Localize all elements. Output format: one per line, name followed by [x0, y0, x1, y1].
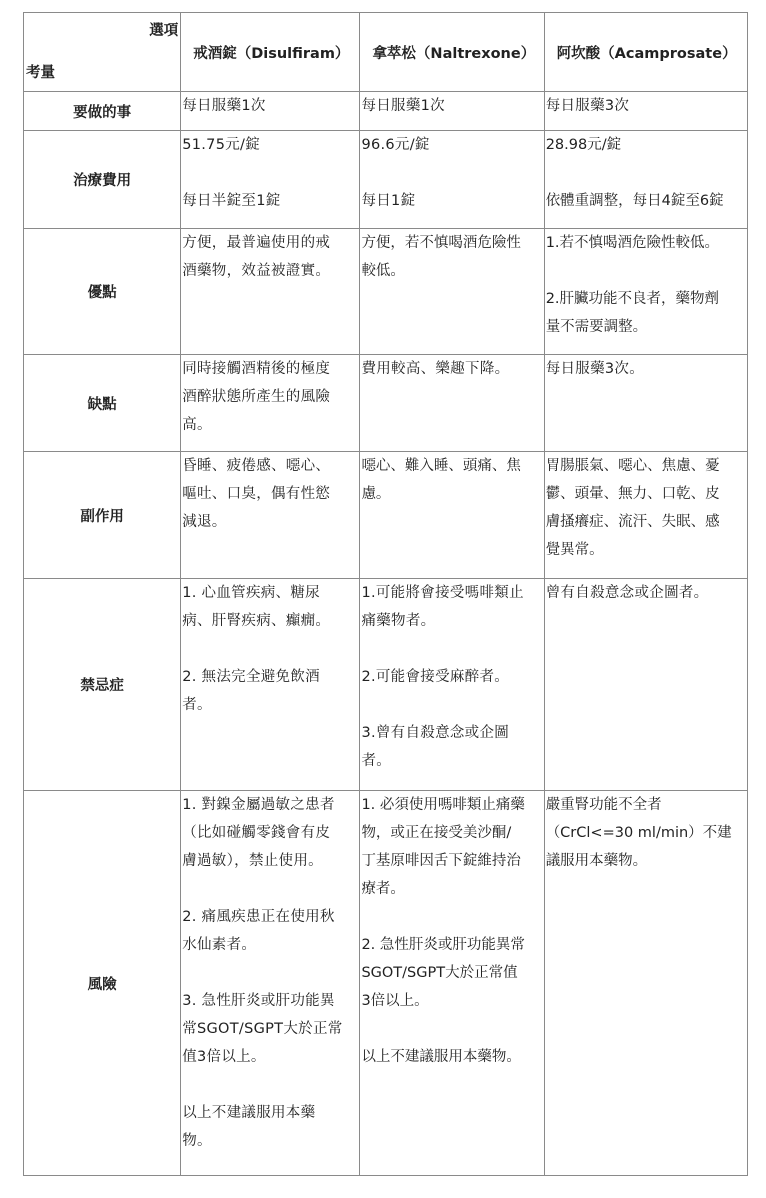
cell-text: 28.98元/錠 依體重調整，每日4錠至6錠 [545, 137, 724, 209]
cell-naltrexone [360, 355, 544, 452]
table-row [24, 579, 748, 791]
cell-naltrexone [360, 452, 544, 579]
cell-text: 每日服藥1次 [182, 98, 266, 114]
table-row [24, 452, 748, 579]
cell-text: 1.可能將會接受嗎啡類止 痛藥物者。 2.可能會接受麻醉者。 3.曾有自殺意念或企圖 者。 [361, 585, 524, 769]
cell-naltrexone [360, 791, 544, 1176]
table-row [24, 229, 748, 355]
table-row [24, 131, 748, 229]
header-row [24, 13, 748, 92]
cell-text: 曾有自殺意念或企圖者。 [545, 585, 709, 601]
corner-top-label: 選項 [149, 23, 179, 39]
row-label: 風險 [24, 791, 181, 1176]
cell-text: 每日服藥3次。 [545, 361, 645, 377]
cell-acamprosate [544, 229, 747, 355]
row-label: 副作用 [24, 452, 181, 579]
table-row [24, 791, 748, 1176]
cell-text: 方便，若不慎喝酒危險性 較低。 [361, 235, 521, 279]
table-row [24, 355, 748, 452]
cell-text: 昏睡、疲倦感、噁心、 嘔吐、口臭，偶有性慾 減退。 [182, 458, 331, 530]
header-acamprosate: 阿坎酸（Acamprosate） [544, 13, 747, 92]
cell-disulfiram [181, 452, 360, 579]
cell-acamprosate [544, 452, 747, 579]
header-disulfiram: 戒酒錠（Disulfiram） [181, 13, 360, 92]
comparison-table [23, 12, 748, 1176]
cell-text: 胃腸脹氣、噁心、焦慮、憂 鬱、頭暈、無力、口乾、皮 膚搔癢症、流汗、失眠、感 覺異常。 [545, 458, 720, 558]
cell-acamprosate [544, 131, 747, 229]
cell-text: 51.75元/錠 每日半錠至1錠 [182, 137, 281, 209]
cell-disulfiram [181, 791, 360, 1176]
cell-text: 嚴重腎功能不全者 （CrCl<=30 ml/min）不建 議服用本藥物。 [545, 797, 732, 869]
cell-disulfiram [181, 579, 360, 791]
row-label: 優點 [24, 229, 181, 355]
row-label: 禁忌症 [24, 579, 181, 791]
cell-naltrexone [360, 131, 544, 229]
row-label: 要做的事 [24, 92, 181, 131]
cell-text: 同時接觸酒精後的極度 酒醉狀態所產生的風險 高。 [182, 361, 331, 433]
cell-disulfiram [181, 92, 360, 131]
cell-acamprosate [544, 791, 747, 1176]
cell-text: 96.6元/錠 每日1錠 [361, 137, 430, 209]
cell-acamprosate [544, 92, 747, 131]
cell-text: 1. 必須使用嗎啡類止痛藥 物，或正在接受美沙酮/ 丁基原啡因舌下錠維持治 療者。 2. 急性肝炎或肝功能異常 SGOT/SGPT大於正常值 3倍以上。 以上不建議服用本藥物。 [361, 797, 525, 1065]
cell-text: 1. 心血管疾病、糖尿 病、肝腎疾病、癲癇。 2. 無法完全避免飲酒 者。 [182, 585, 331, 713]
cell-text: 噁心、難入睡、頭痛、焦 慮。 [361, 458, 521, 502]
cell-text: 每日服藥3次 [545, 98, 630, 114]
header-naltrexone: 拿萃松（Naltrexone） [360, 13, 544, 92]
cell-disulfiram [181, 355, 360, 452]
cell-acamprosate [544, 579, 747, 791]
cell-naltrexone [360, 229, 544, 355]
cell-disulfiram [181, 131, 360, 229]
cell-naltrexone [360, 92, 544, 131]
cell-text: 費用較高、樂趣下降。 [361, 361, 510, 377]
row-label: 治療費用 [24, 131, 181, 229]
corner-cell [24, 13, 181, 92]
cell-text: 方便，最普遍使用的戒 酒藥物，效益被證實。 [182, 235, 331, 279]
row-label: 缺點 [24, 355, 181, 452]
cell-text: 1.若不慎喝酒危險性較低。 2.肝臟功能不良者，藥物劑 量不需要調整。 [545, 235, 720, 335]
cell-disulfiram [181, 229, 360, 355]
cell-text: 1. 對鎳金屬過敏之患者 （比如碰觸零錢會有皮 膚過敏），禁止使用。 2. 痛風疾患正在使用秋 水仙素者。 3. 急性肝炎或肝功能異 常SGOT/SGPT大於正常 值3倍以上。 以上不建議服用本藥 物。 [182, 797, 343, 1149]
corner-bottom-label: 考量 [26, 65, 55, 81]
table-row [24, 92, 748, 131]
cell-text: 每日服藥1次 [361, 98, 445, 114]
cell-acamprosate [544, 355, 747, 452]
cell-naltrexone [360, 579, 544, 791]
